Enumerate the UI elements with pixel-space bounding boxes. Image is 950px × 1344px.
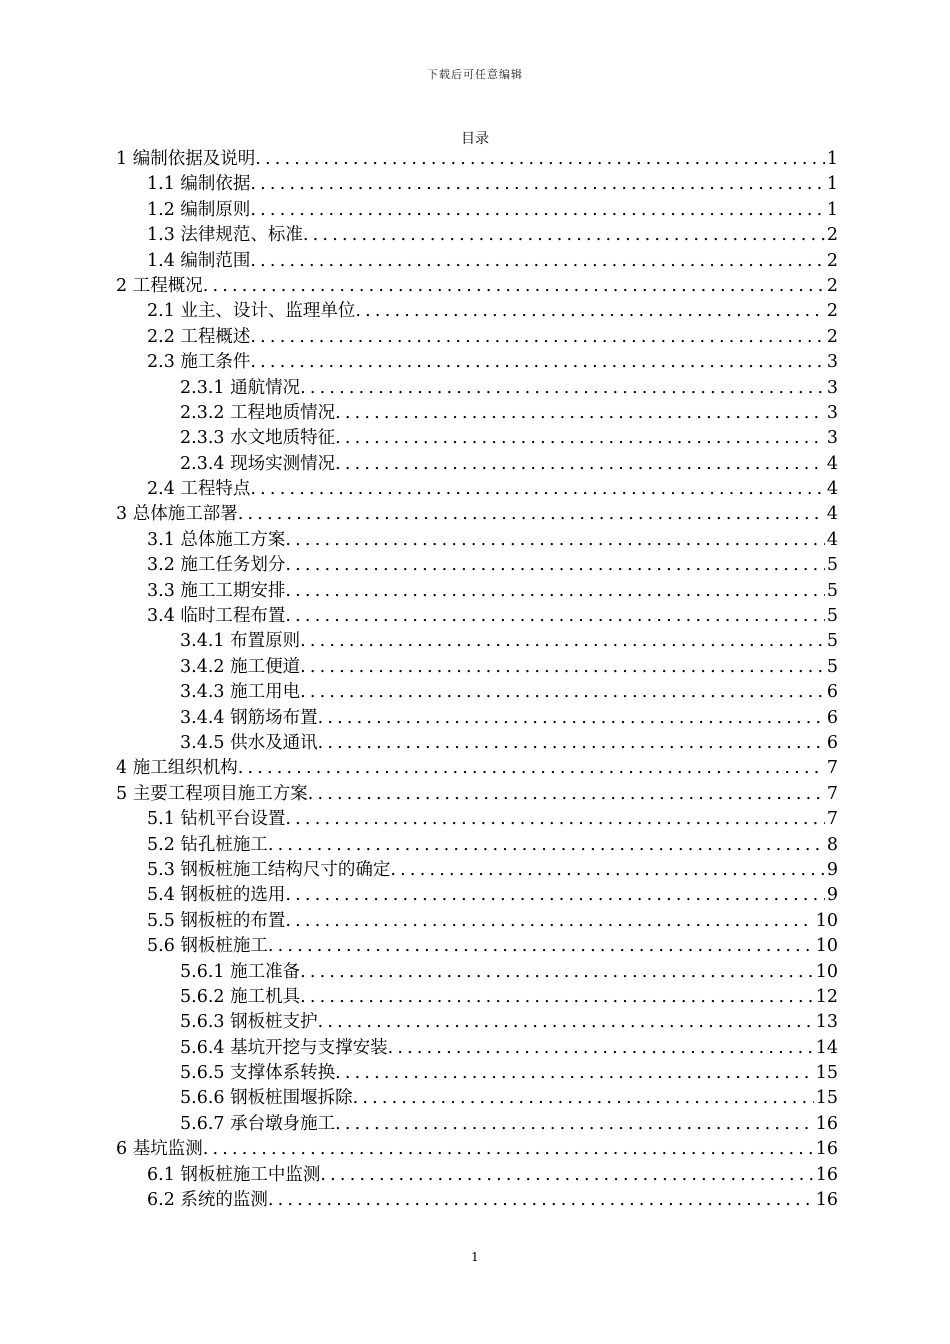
toc-entry-page: 4 bbox=[826, 529, 838, 550]
toc-dot-leader bbox=[303, 223, 825, 248]
toc-dot-leader bbox=[285, 604, 824, 629]
toc-entry-page: 3 bbox=[826, 352, 838, 373]
toc-entry-page: 6 bbox=[826, 682, 838, 703]
toc-entry-label: 2.3.3 水文地质特征 bbox=[180, 428, 336, 449]
toc-entry-page: 5 bbox=[826, 580, 838, 601]
toc-dot-leader bbox=[285, 909, 813, 934]
toc-entry[interactable] bbox=[116, 1061, 838, 1086]
toc-entry[interactable] bbox=[116, 502, 838, 527]
toc-entry-page: 5 bbox=[826, 656, 838, 677]
toc-entry[interactable] bbox=[116, 579, 838, 604]
toc-dot-leader bbox=[355, 299, 824, 324]
toc-entry[interactable] bbox=[116, 680, 838, 705]
toc-entry-page: 3 bbox=[826, 377, 838, 398]
toc-entry-page: 7 bbox=[826, 783, 838, 804]
toc-entry-label: 1.2 编制原则 bbox=[147, 199, 251, 220]
toc-entry[interactable] bbox=[116, 401, 838, 426]
toc-entry-page: 8 bbox=[826, 834, 838, 855]
toc-dot-leader bbox=[318, 706, 825, 731]
toc-entry[interactable] bbox=[116, 960, 838, 985]
toc-dot-leader bbox=[285, 553, 824, 578]
toc-entry[interactable] bbox=[116, 477, 838, 502]
toc-entry-label: 1.4 编制范围 bbox=[147, 250, 251, 271]
toc-entry-label: 5.6.6 钢板桩围堰拆除 bbox=[180, 1088, 353, 1109]
toc-dot-leader bbox=[203, 274, 825, 299]
toc-dot-leader bbox=[285, 528, 824, 553]
toc-dot-leader bbox=[285, 883, 824, 908]
toc-entry[interactable] bbox=[116, 756, 838, 781]
toc-entry-page: 4 bbox=[826, 453, 838, 474]
toc-entry[interactable] bbox=[116, 731, 838, 756]
toc-entry-label: 2.4 工程特点 bbox=[147, 479, 251, 500]
toc-dot-leader bbox=[238, 756, 825, 781]
toc-entry-label: 5.6 钢板桩施工 bbox=[147, 936, 268, 957]
toc-entry-label: 3.4.1 布置原则 bbox=[180, 631, 301, 652]
toc-entry-page: 16 bbox=[815, 1113, 838, 1134]
toc-dot-leader bbox=[300, 680, 825, 705]
toc-entry-page: 2 bbox=[826, 225, 838, 246]
toc-dot-leader bbox=[335, 1061, 814, 1086]
toc-entry-label: 2 工程概况 bbox=[116, 275, 203, 296]
toc-entry-label: 3.3 施工工期安排 bbox=[147, 580, 286, 601]
toc-entry-label: 2.3 施工条件 bbox=[147, 352, 251, 373]
toc-dot-leader bbox=[300, 960, 814, 985]
toc-dot-leader bbox=[268, 833, 825, 858]
toc-entry-label: 4 施工组织机构 bbox=[116, 758, 238, 779]
toc-entry-page: 16 bbox=[815, 1139, 838, 1160]
toc-entry[interactable] bbox=[116, 655, 838, 680]
toc-entry-page: 2 bbox=[826, 301, 838, 322]
toc-entry[interactable] bbox=[116, 1086, 838, 1111]
toc-entry-label: 2.2 工程概述 bbox=[147, 326, 251, 347]
toc-dot-leader bbox=[318, 731, 825, 756]
toc-title: 目录 bbox=[461, 131, 489, 147]
toc-entry[interactable] bbox=[116, 147, 838, 172]
toc-entry[interactable] bbox=[116, 553, 838, 578]
toc-dot-leader bbox=[335, 426, 825, 451]
toc-dot-leader bbox=[250, 325, 824, 350]
toc-entry[interactable] bbox=[116, 1036, 838, 1061]
toc-entry[interactable] bbox=[116, 858, 838, 883]
toc-entry[interactable] bbox=[116, 1112, 838, 1137]
toc-dot-leader bbox=[335, 401, 825, 426]
toc-entry-page: 6 bbox=[826, 707, 838, 728]
page-number: 1 bbox=[471, 1250, 479, 1264]
toc-dot-leader bbox=[238, 502, 825, 527]
toc-entry-label: 5.6.3 钢板桩支护 bbox=[180, 1012, 318, 1033]
toc-entry-label: 5.6.7 承台墩身施工 bbox=[180, 1113, 336, 1134]
toc-entry[interactable] bbox=[116, 1010, 838, 1035]
toc-dot-leader bbox=[300, 985, 814, 1010]
toc-entry[interactable] bbox=[116, 426, 838, 451]
toc-entry-label: 3.4.2 施工便道 bbox=[180, 656, 301, 677]
toc-dot-leader bbox=[353, 1086, 814, 1111]
toc-dot-leader bbox=[335, 452, 825, 477]
toc-entry-label: 3.2 施工任务划分 bbox=[147, 555, 286, 576]
toc-entry-label: 1 编制依据及说明 bbox=[116, 149, 256, 169]
toc-entry-page: 2 bbox=[826, 326, 838, 347]
toc-dot-leader bbox=[300, 655, 825, 680]
toc-entry[interactable] bbox=[116, 198, 838, 223]
toc-entry[interactable] bbox=[116, 833, 838, 858]
toc-entry-label: 3.1 总体施工方案 bbox=[147, 529, 286, 550]
toc-entry-page: 16 bbox=[815, 1190, 838, 1211]
toc-entry-page: 4 bbox=[826, 479, 838, 500]
toc-dot-leader bbox=[255, 147, 825, 172]
toc-entry-label: 2.3.2 工程地质情况 bbox=[180, 402, 336, 423]
toc-entry-label: 5.6.4 基坑开挖与支撑安装 bbox=[180, 1037, 388, 1058]
toc-entry-page: 10 bbox=[815, 961, 838, 982]
toc-entry-page: 13 bbox=[815, 1012, 838, 1033]
toc-entry-label: 5.5 钢板桩的布置 bbox=[147, 910, 286, 931]
toc-dot-leader bbox=[250, 198, 824, 223]
toc-entry-page: 9 bbox=[826, 859, 838, 880]
toc-entry-page: 1 bbox=[826, 199, 838, 220]
toc-entry-label: 3.4.4 钢筋场布置 bbox=[180, 707, 318, 728]
toc-entry[interactable] bbox=[116, 376, 838, 401]
toc-entry[interactable] bbox=[116, 909, 838, 934]
toc-entry-label: 5.6.1 施工准备 bbox=[180, 961, 301, 982]
toc-entry-page: 5 bbox=[826, 555, 838, 576]
toc-entry-page: 3 bbox=[826, 402, 838, 423]
toc-entry-label: 6.1 钢板桩施工中监测 bbox=[147, 1164, 321, 1185]
toc-dot-leader bbox=[203, 1137, 814, 1162]
table-of-contents bbox=[116, 147, 838, 1213]
toc-entry[interactable] bbox=[116, 604, 838, 629]
toc-entry-label: 5.3 钢板桩施工结构尺寸的确定 bbox=[147, 859, 391, 880]
toc-dot-leader bbox=[300, 629, 825, 654]
toc-entry-label: 2.1 业主、设计、监理单位 bbox=[147, 301, 356, 322]
toc-entry[interactable] bbox=[116, 223, 838, 248]
toc-entry-page: 2 bbox=[826, 275, 838, 296]
toc-dot-leader bbox=[318, 1010, 814, 1035]
toc-entry[interactable] bbox=[116, 883, 838, 908]
toc-dot-leader bbox=[285, 579, 824, 604]
toc-entry[interactable] bbox=[116, 325, 838, 350]
toc-entry-page: 1 bbox=[826, 149, 838, 169]
toc-entry-page: 2 bbox=[826, 250, 838, 271]
toc-entry[interactable] bbox=[116, 172, 838, 197]
toc-entry[interactable] bbox=[116, 934, 838, 959]
toc-dot-leader bbox=[250, 477, 824, 502]
toc-dot-leader bbox=[390, 858, 824, 883]
toc-entry-label: 3.4.5 供水及通讯 bbox=[180, 732, 318, 753]
toc-entry-page: 12 bbox=[815, 986, 838, 1007]
toc-entry-label: 5.2 钻孔桩施工 bbox=[147, 834, 268, 855]
toc-entry-label: 6.2 系统的监测 bbox=[147, 1190, 268, 1211]
toc-entry-page: 6 bbox=[826, 732, 838, 753]
toc-entry-label: 3.4 临时工程布置 bbox=[147, 606, 286, 627]
toc-entry-label: 2.3.4 现场实测情况 bbox=[180, 453, 336, 474]
toc-dot-leader bbox=[250, 249, 824, 274]
toc-entry-page: 5 bbox=[826, 631, 838, 652]
toc-entry-page: 16 bbox=[815, 1164, 838, 1185]
toc-dot-leader bbox=[268, 934, 814, 959]
toc-dot-leader bbox=[300, 376, 825, 401]
toc-entry-label: 3 总体施工部署 bbox=[116, 504, 238, 525]
toc-entry[interactable] bbox=[116, 299, 838, 324]
toc-entry-page: 3 bbox=[826, 428, 838, 449]
toc-entry[interactable] bbox=[116, 629, 838, 654]
toc-entry[interactable] bbox=[116, 706, 838, 731]
toc-entry-page: 7 bbox=[826, 758, 838, 779]
toc-entry-label: 5 主要工程项目施工方案 bbox=[116, 783, 308, 804]
toc-entry-page: 15 bbox=[815, 1088, 838, 1109]
toc-entry[interactable] bbox=[116, 1137, 838, 1162]
toc-entry-label: 5.6.2 施工机具 bbox=[180, 986, 301, 1007]
toc-entry-page: 1 bbox=[826, 174, 838, 195]
toc-entry-page: 5 bbox=[826, 606, 838, 627]
toc-entry-label: 1.3 法律规范、标准 bbox=[147, 225, 303, 246]
toc-entry-page: 4 bbox=[826, 504, 838, 525]
toc-entry-page: 9 bbox=[826, 885, 838, 906]
toc-entry-page: 7 bbox=[826, 809, 838, 830]
toc-dot-leader bbox=[320, 1163, 813, 1188]
toc-entry-label: 5.4 钢板桩的选用 bbox=[147, 885, 286, 906]
toc-entry[interactable] bbox=[116, 1163, 838, 1188]
toc-entry-page: 14 bbox=[815, 1037, 838, 1058]
toc-dot-leader bbox=[335, 1112, 814, 1137]
toc-entry-label: 1.1 编制依据 bbox=[147, 174, 251, 195]
toc-entry-page: 10 bbox=[815, 936, 838, 957]
toc-entry[interactable] bbox=[116, 249, 838, 274]
page-header: 下载后可任意编辑 bbox=[427, 68, 523, 81]
toc-entry[interactable] bbox=[116, 274, 838, 299]
toc-dot-leader bbox=[308, 782, 825, 807]
toc-entry[interactable] bbox=[116, 350, 838, 375]
toc-dot-leader bbox=[268, 1188, 814, 1213]
toc-entry-label: 5.6.5 支撑体系转换 bbox=[180, 1063, 336, 1084]
toc-dot-leader bbox=[388, 1036, 814, 1061]
toc-dot-leader bbox=[285, 807, 824, 832]
toc-entry-label: 6 基坑监测 bbox=[116, 1139, 203, 1160]
toc-entry[interactable] bbox=[116, 782, 838, 807]
toc-entry-label: 2.3.1 通航情况 bbox=[180, 377, 301, 398]
toc-dot-leader bbox=[250, 172, 824, 197]
toc-entry-label: 3.4.3 施工用电 bbox=[180, 682, 301, 703]
toc-entry-page: 10 bbox=[815, 910, 838, 931]
toc-dot-leader bbox=[250, 350, 824, 375]
toc-entry[interactable] bbox=[116, 452, 838, 477]
toc-entry[interactable] bbox=[116, 985, 838, 1010]
toc-entry-label: 5.1 钻机平台设置 bbox=[147, 809, 286, 830]
toc-entry[interactable] bbox=[116, 1188, 838, 1213]
toc-entry[interactable] bbox=[116, 528, 838, 553]
toc-entry-page: 15 bbox=[815, 1063, 838, 1084]
toc-entry[interactable] bbox=[116, 807, 838, 832]
